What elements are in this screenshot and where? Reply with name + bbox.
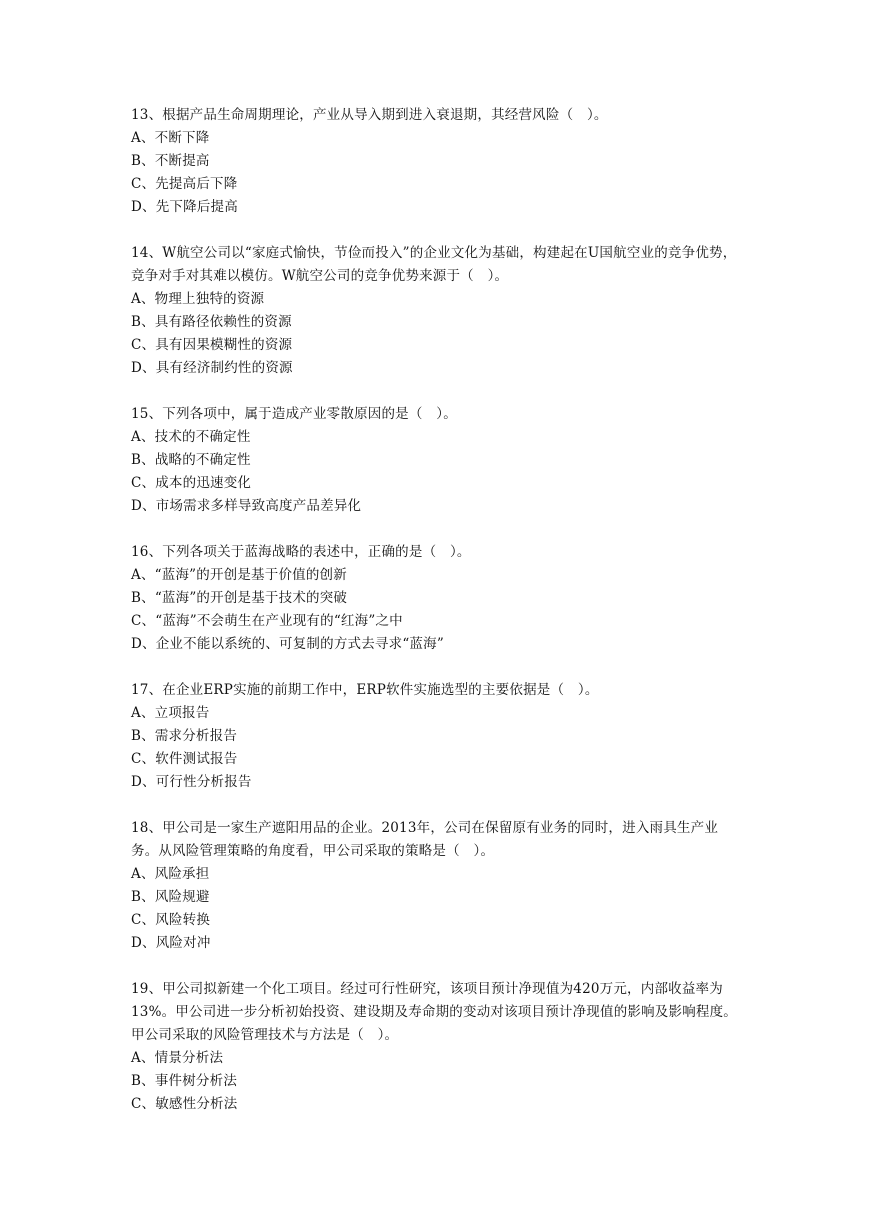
option-a: A、风险承担 <box>131 866 210 882</box>
option-d: D、市场需求多样导致高度产品差异化 <box>131 498 362 514</box>
option-c: C、先提高后下降 <box>131 176 238 192</box>
option-c: C、软件测试报告 <box>131 751 238 767</box>
question-stem: 18、甲公司是一家生产遮阳用品的企业。2013年，公司在保留原有业务的同时，进入雨具生产业务。从风险管理策略的角度看，甲公司采取的策略是（ ）。 <box>131 820 719 859</box>
option-a: A、“蓝海”的开创是基于价值的创新 <box>131 567 347 583</box>
option-d: D、具有经济制约性的资源 <box>131 360 293 376</box>
question-stem: 13、根据产品生命周期理论，产业从导入期到进入衰退期，其经营风险（ ）。 <box>131 107 608 123</box>
question-stem: 14、W航空公司以“家庭式愉快，节俭而投入”的企业文化为基础，构建起在U国航空业的竞争优势，竞争对手对其难以模仿。W航空公司的竞争优势来源于（ ）。 <box>131 245 737 284</box>
question-13 <box>131 104 743 219</box>
option-d: D、企业不能以系统的、可复制的方式去寻求“蓝海” <box>131 636 444 652</box>
option-c: C、“蓝海”不会萌生在产业现有的“红海”之中 <box>131 613 403 629</box>
option-b: B、具有路径依赖性的资源 <box>131 314 292 330</box>
option-c: C、具有因果模糊性的资源 <box>131 337 293 353</box>
option-b: B、事件树分析法 <box>131 1073 238 1089</box>
option-b: B、不断提高 <box>131 153 210 169</box>
option-a: A、不断下降 <box>131 130 210 146</box>
option-b: B、风险规避 <box>131 889 210 905</box>
option-d: D、可行性分析报告 <box>131 774 252 790</box>
option-b: B、战略的不确定性 <box>131 452 251 468</box>
question-stem: 15、下列各项中，属于造成产业零散原因的是（ ）。 <box>131 406 457 422</box>
question-15 <box>131 403 743 518</box>
question-16 <box>131 541 743 656</box>
option-a: A、物理上独特的资源 <box>131 291 265 307</box>
option-b: B、“蓝海”的开创是基于技术的突破 <box>131 590 348 606</box>
question-14 <box>131 242 743 380</box>
question-stem: 17、在企业ERP实施的前期工作中，ERP软件实施选型的主要依据是（ ）。 <box>131 682 599 698</box>
question-19 <box>131 978 743 1116</box>
option-a: A、情景分析法 <box>131 1050 224 1066</box>
question-stem: 16、下列各项关于蓝海战略的表述中，正确的是（ ）。 <box>131 544 471 560</box>
document-page <box>131 104 743 1139</box>
question-17 <box>131 679 743 794</box>
question-stem: 19、甲公司拟新建一个化工项目。经过可行性研究，该项目预计净现值为420万元，内部收益率为13%。甲公司进一步分析初始投资、建设期及寿命期的变动对该项目预计净现值的影响及影响程度。甲公司采取的风险管理技术与方法是（ ）。 <box>131 981 738 1043</box>
option-d: D、风险对冲 <box>131 935 211 951</box>
option-c: C、风险转换 <box>131 912 211 928</box>
option-d: D、先下降后提高 <box>131 199 238 215</box>
option-a: A、技术的不确定性 <box>131 429 251 445</box>
option-c: C、成本的迅速变化 <box>131 475 252 491</box>
option-b: B、需求分析报告 <box>131 728 238 744</box>
option-a: A、立项报告 <box>131 705 210 721</box>
question-18 <box>131 817 743 955</box>
option-c: C、敏感性分析法 <box>131 1096 238 1112</box>
